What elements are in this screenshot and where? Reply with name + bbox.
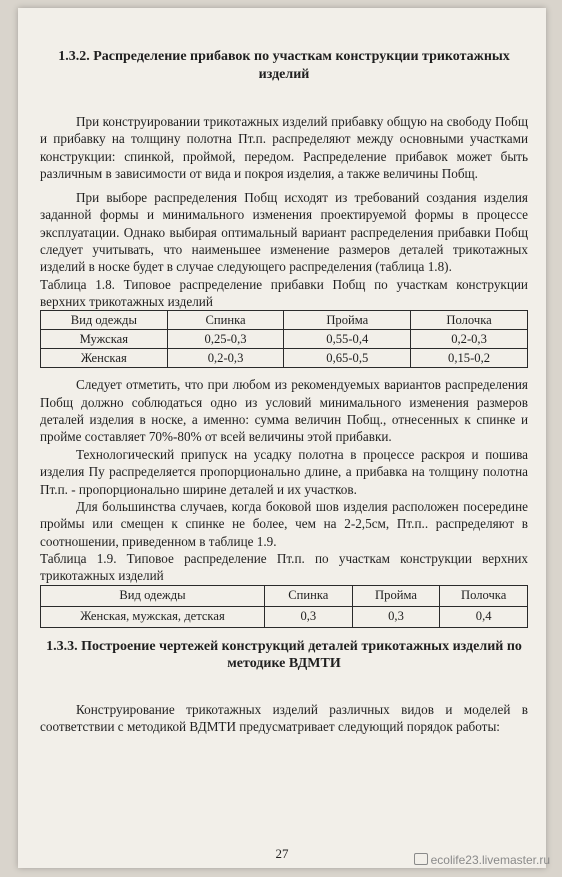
table-header-cell: Спинка	[265, 585, 353, 606]
paragraph-5: Для большинства случаев, когда боковой шов изделия расположен посередине проймы или смещен к спинке не более, чем на 2-2,5см, Пт.п.. распределяют в соотношении, приведенном в таблице 1.9.	[40, 499, 528, 549]
table-cell: 0,2-0,3	[411, 330, 528, 349]
book-page	[18, 8, 546, 868]
paragraph-2: При выборе распределения Побщ исходят из требований создания изделия заданной формы и минимального изменения проектируемой формы в процессе эксплуатации. Однако выбирая оптимальный вариант распределения прибавки Побщ следует учитывать, что наименьшее изменение размеров деталей трикотажных изделий в носке будет в случае следующего распределения (таблица 1.8).	[40, 189, 528, 275]
section-title-1-3-3: 1.3.3. Построение чертежей конструкций деталей трикотажных изделий по методике ВДМТИ	[46, 638, 522, 672]
table-header-cell: Пройма	[284, 311, 411, 330]
table-row	[41, 349, 528, 368]
table-header-cell: Полочка	[440, 585, 528, 606]
page-content	[40, 48, 528, 735]
table-cell: 0,25-0,3	[167, 330, 284, 349]
table-header-cell: Вид одежды	[41, 311, 168, 330]
table-cell: 0,15-0,2	[411, 349, 528, 368]
table-1-8	[40, 310, 528, 368]
table-1-8-caption: Таблица 1.8. Типовое распределение прибавки Побщ по участкам конструкции верхних трикотажных изделий	[40, 276, 528, 309]
table-cell: 0,4	[440, 606, 528, 627]
table-cell: Женская, мужская, детская	[41, 606, 265, 627]
table-1-9	[40, 585, 528, 628]
table-cell: 0,3	[265, 606, 353, 627]
table-cell: Женская	[41, 349, 168, 368]
table-header-cell: Пройма	[352, 585, 440, 606]
paragraph-4: Технологический припуск на усадку полотна в процессе раскроя и пошива изделия Пу распределяется пропорционально длине, а прибавка на толщину полотна Пт.п. - пропорционально ширине деталей и их участков.	[40, 446, 528, 497]
table-cell: 0,3	[352, 606, 440, 627]
table-header-cell: Вид одежды	[41, 585, 265, 606]
section-title-1-3-2: 1.3.2. Распределение прибавок по участкам конструкции трикотажных изделий	[58, 49, 510, 82]
table-row	[41, 606, 528, 627]
paragraph-6: Конструирование трикотажных изделий различных видов и моделей в соответствии с методикой ВДМТИ предусматривает следующий порядок работы:	[40, 701, 528, 735]
paragraph-3: Следует отметить, что при любом из рекомендуемых вариантов распределения Побщ должно соблюдаться одно из условий минимального изменения размеров деталей изделия в носке, а именно: сумма величин Побщ., отнесенных к спинке и пройме составляет 70%-80% от всей величины этой прибавки.	[40, 377, 528, 445]
table-cell: Мужская	[41, 330, 168, 349]
table-header-row	[41, 311, 528, 330]
table-header-cell: Спинка	[167, 311, 284, 330]
page-number: 27	[275, 846, 289, 861]
table-cell: 0,2-0,3	[167, 349, 284, 368]
table-1-9-caption: Таблица 1.9. Типовое распределение Пт.п. по участкам конструкции верхних трикотажных изделий	[40, 551, 528, 584]
table-header-row	[41, 585, 528, 606]
paragraph-1: При конструировании трикотажных изделий прибавку общую на свободу Побщ и прибавку на толщину полотна Пт.п. распределяют между основными участками конструкции: спинкой, проймой, передом. Распределение прибавок может быть различным в зависимости от вида и покроя изделия, а также величины Побщ.	[40, 114, 528, 182]
table-header-cell: Полочка	[411, 311, 528, 330]
table-cell: 0,55-0,4	[284, 330, 411, 349]
camera-icon	[414, 853, 428, 865]
watermark	[414, 853, 550, 867]
watermark-text: ecolife23.livemaster.ru	[430, 853, 550, 867]
table-cell: 0,65-0,5	[284, 349, 411, 368]
table-row	[41, 330, 528, 349]
